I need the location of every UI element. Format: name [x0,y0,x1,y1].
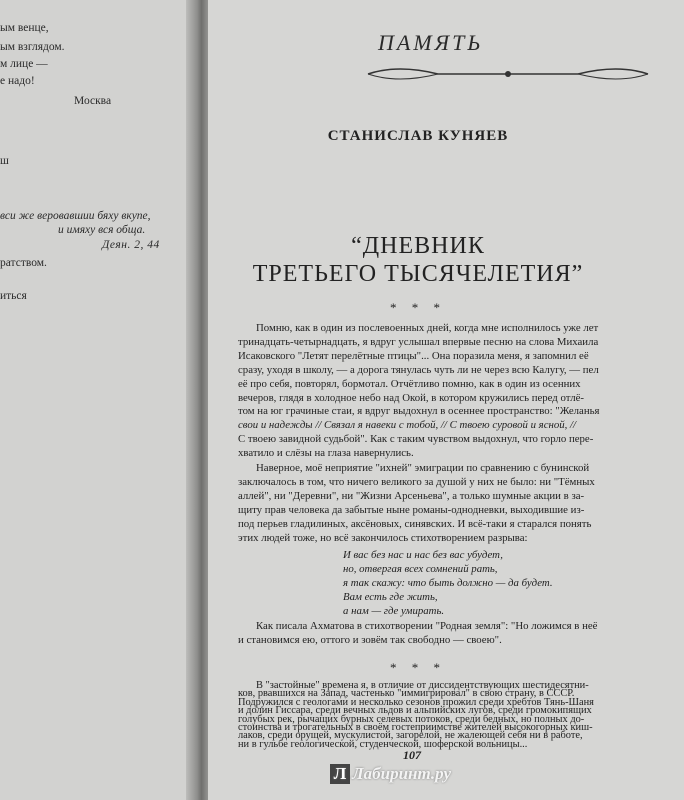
verse-line: а нам — где умирать. [343,605,445,617]
verse-line: И вас без нас и нас без вас убудет, [343,549,503,561]
epigraph-line: и имяху вся обща. [58,224,146,236]
article-author: СТАНИСЛАВ КУНЯЕВ [327,128,509,144]
paragraph-4 [238,682,673,749]
section-separator: * * * [390,660,446,675]
text-line: Как писала Ахматова в стихотворении "Родная земля": "Но ложимся в неё [256,620,598,632]
text-line: стоинства и трогательных в своём гостеприимстве жителей высокогорных киш- [238,722,593,734]
left-line: ым венце, [0,22,49,34]
text-line: Помню, как в один из послевоенных дней, когда мне исполнилось уже лет [256,322,599,334]
epigraph-source: Деян. 2, 44 [102,239,160,251]
title-line: ТРЕТЬЕГО ТЫСЯЧЕЛЕТИЯ” [252,261,584,287]
left-line: ратством. [0,257,47,269]
text-line: и долин Гиссара, среди вечных льдов и альпийских лугов, среди громокипящих [238,705,592,717]
page-number: 107 [403,748,421,762]
section-separator: * * * [390,300,446,315]
text-line: под перьев гладилиных, аксёновых, синявских. И всё-таки я старался понять [238,517,592,530]
left-page [0,0,192,800]
text-line: этих людей тоже, но всё закончилось стихотворением разрыва: [238,531,528,544]
text-line: вечеров, глядя в холодное небо над Окой, в котором кружились перед отлё- [238,391,584,404]
text-line: Подружился с геологами и несколько сезонов прожил среди хребтов Тянь-Шаня [238,696,594,708]
text-line: С твоею завидной судьбой". Как с таким чувством выдохнул, что горло пере- [238,433,594,446]
paragraph-1 [238,322,673,461]
text-line: сразу, уходя в школу, — а дорога тянулась чуть ли не через всю Калугу, — пел [238,363,599,376]
right-page [208,0,684,800]
epigraph-line: вси же веровавшии бяху вкупе, [0,210,151,222]
ornamental-rule-icon [358,62,658,86]
text-line: щиту прав человека да забытые ныне романы-однодневки, выходившие из- [238,503,585,516]
text-line: голубых рек, рычащих бурных селевых потоков, среди бедных, но полных до- [238,713,585,725]
text-line: её про себя, повторял, бормотал. Отчётливо помню, как в один из осенних [238,377,581,390]
text-line: заключалось в том, что ничего великого за душой у них не было: ни "Тёмных [238,475,595,488]
text-line: том на юг грачиные стаи, я вдруг выдохнул в осеннее пространство: "Желанья [238,405,600,418]
left-line: ым взглядом. [0,41,65,53]
text-line: Исаковского "Летят перелётные птицы"... Она поразила меня, я запомнил её [238,349,589,362]
paragraph-3 [238,620,673,648]
watermark-text: Лабиринт.ру [352,764,451,783]
text-line: ни в гульбе геологической, студенческой, шоферской вольницы... [238,738,528,750]
text-line: свои и надежды // Связал я навеки с тобой, // С твоею суровой и ясной, // [238,419,577,432]
watermark-badge: Л [330,764,350,784]
watermark-logo [330,764,451,784]
left-line: е надо! [0,75,35,87]
poem-verse [343,548,553,618]
left-line: иться [0,290,27,302]
text-line: ков, рвавшихся на Запад, частенько "иммигрировал" в свою страну, в СССР. [238,688,575,700]
section-rubric: ПАМЯТЬ [378,30,484,55]
verse-line: Вам есть где жить, [343,591,438,603]
text-line: лаков, среди орущей, мускулистой, загорелой, не жалеющей себя ни в работе, [238,730,583,742]
text-line: хватило и слёзы на глаза навернулись. [238,447,414,460]
verse-line: я так скажу: что быть должно — да будет. [343,577,553,589]
paragraph-2 [238,462,673,545]
text-line: аллей", ни "Деревни", ни "Жизни Арсеньева", а только шумные акции в за- [238,489,585,502]
title-line: “ДНЕВНИК [351,233,485,259]
left-line: м лице — [0,58,48,70]
text-line: Наверное, моё неприятие "ихней" эмиграции по сравнению с бунинской [256,462,590,474]
left-fragment: ш [0,155,9,167]
article-title [208,232,628,288]
text-line: и становимся ею, оттого и зовём так свободно — своею". [238,633,502,646]
text-line: В "застойные" времена я, в отличие от диссидентствующих шестидесятни- [256,680,589,691]
left-place: Москва [74,95,112,107]
text-line: тринадцать-четырнадцать, я вдруг услышал впервые песню на слова Михаила [238,335,599,348]
verse-line: но, отвергая всех сомнений рать, [343,563,498,575]
